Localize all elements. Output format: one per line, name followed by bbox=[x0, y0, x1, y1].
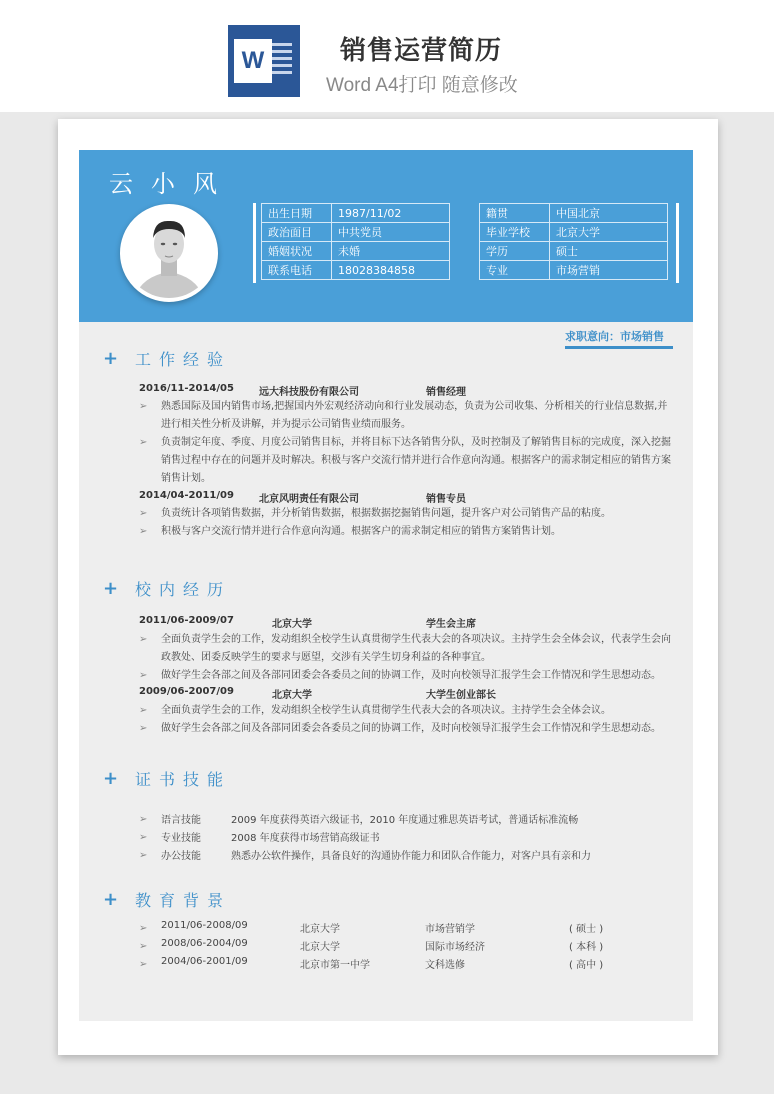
arrow-icon: ➢ bbox=[139, 508, 148, 519]
info-label: 籍贯 bbox=[480, 204, 550, 223]
edu-date: 2011/06-2008/09 bbox=[161, 920, 248, 931]
header-divider-left bbox=[253, 203, 256, 283]
section-title-work: 工作经验 bbox=[135, 350, 232, 369]
campus-role: 学生会主席 bbox=[426, 619, 476, 630]
info-value: 中共党员 bbox=[332, 223, 450, 242]
portrait-icon bbox=[124, 208, 214, 298]
resume-paper bbox=[58, 119, 718, 1055]
plus-icon: + bbox=[103, 578, 119, 599]
work-bullet: 负责统计各项销售数据，并分析销售数据，根据数据挖掘销售问题，提升客户对公司销售产品的粘度。 bbox=[161, 508, 611, 519]
arrow-icon: ➢ bbox=[139, 850, 148, 861]
plus-icon: + bbox=[103, 889, 119, 910]
info-value: 北京大学 bbox=[550, 223, 668, 242]
info-label: 政治面目 bbox=[262, 223, 332, 242]
skill-label: 办公技能 bbox=[161, 851, 201, 862]
edu-degree: ( 本科 ) bbox=[569, 942, 604, 953]
work-role: 销售专员 bbox=[426, 494, 466, 505]
word-icon-letter: W bbox=[234, 39, 272, 83]
info-value: 市场营销 bbox=[550, 261, 668, 280]
info-value: 未婚 bbox=[332, 242, 450, 261]
skill-text: 熟悉办公软件操作，具备良好的沟通协作能力和团队合作能力，对客户具有亲和力 bbox=[231, 851, 591, 862]
work-company: 北京风明责任有限公司 bbox=[259, 494, 359, 505]
arrow-icon: ➢ bbox=[139, 941, 148, 952]
info-label: 学历 bbox=[480, 242, 550, 261]
skill-text: 2009 年度获得英语六级证书，2010 年度通过雅思英语考试，普通话标准流畅 bbox=[231, 815, 579, 826]
work-bullet: 熟悉国际及国内销售市场,把握国内外宏观经济动向和行业发展动态，负责为公司收集、分析相关的行业信息数据,并进行相关性分析及讲解，并为提示公司销售业绩而服务。 bbox=[161, 401, 668, 430]
plus-icon: + bbox=[103, 768, 119, 789]
arrow-icon: ➢ bbox=[139, 959, 148, 970]
arrow-icon: ➢ bbox=[139, 723, 148, 734]
edu-major: 国际市场经济 bbox=[425, 942, 485, 953]
skill-label: 专业技能 bbox=[161, 833, 201, 844]
table-row bbox=[480, 242, 668, 261]
campus-org: 北京大学 bbox=[272, 619, 312, 630]
candidate-name: 云小风 bbox=[109, 170, 235, 198]
personal-info-table bbox=[261, 203, 450, 280]
info-label: 出生日期 bbox=[262, 204, 332, 223]
campus-date: 2011/06-2009/07 bbox=[139, 615, 234, 626]
info-label: 毕业学校 bbox=[480, 223, 550, 242]
campus-bullet: 做好学生会各部之间及各部同团委会各委员之间的协调工作，及时向校领导汇报学生会工作情况和学生思想动态。 bbox=[161, 723, 661, 734]
banner-subtitle: Word A4打印 随意修改 bbox=[326, 75, 518, 96]
edu-major: 文科选修 bbox=[425, 960, 465, 971]
campus-org: 北京大学 bbox=[272, 690, 312, 701]
info-value: 硕士 bbox=[550, 242, 668, 261]
edu-degree: ( 硕士 ) bbox=[569, 924, 604, 935]
table-row bbox=[262, 204, 450, 223]
arrow-icon: ➢ bbox=[139, 634, 148, 645]
arrow-icon: ➢ bbox=[139, 401, 148, 412]
table-row bbox=[262, 242, 450, 261]
table-row bbox=[262, 223, 450, 242]
word-icon bbox=[228, 25, 300, 97]
campus-bullet: 全面负责学生会的工作，发动组织全校学生认真贯彻学生代表大会的各项决议。主持学生会全体会议，代表学生会向政教处、团委反映学生的要求与愿望，交涉有关学生切身利益的各种事宜。 bbox=[161, 634, 671, 663]
arrow-icon: ➢ bbox=[139, 437, 148, 448]
info-value: 18028384858 bbox=[332, 261, 450, 280]
info-value: 1987/11/02 bbox=[332, 204, 450, 223]
job-intent-underline bbox=[565, 346, 673, 349]
edu-major: 市场营销学 bbox=[425, 924, 475, 935]
arrow-icon: ➢ bbox=[139, 814, 148, 825]
edu-date: 2008/06-2004/09 bbox=[161, 938, 248, 949]
word-icon-lines bbox=[272, 43, 292, 78]
info-label: 专业 bbox=[480, 261, 550, 280]
table-row bbox=[480, 261, 668, 280]
skill-text: 2008 年度获得市场营销高级证书 bbox=[231, 833, 380, 844]
edu-school: 北京市第一中学 bbox=[300, 960, 370, 971]
edu-degree: ( 高中 ) bbox=[569, 960, 604, 971]
table-row bbox=[480, 223, 668, 242]
edu-school: 北京大学 bbox=[300, 924, 340, 935]
info-value: 中国北京 bbox=[550, 204, 668, 223]
section-title-campus: 校内经历 bbox=[135, 580, 232, 599]
campus-role: 大学生创业部长 bbox=[426, 690, 496, 701]
info-label: 婚姻状况 bbox=[262, 242, 332, 261]
banner bbox=[0, 0, 774, 112]
edu-date: 2004/06-2001/09 bbox=[161, 956, 248, 967]
resume-header bbox=[79, 150, 693, 322]
section-title-education: 教育背景 bbox=[135, 891, 232, 910]
banner-title: 销售运营简历 bbox=[340, 36, 503, 66]
campus-date: 2009/06-2007/09 bbox=[139, 686, 234, 697]
arrow-icon: ➢ bbox=[139, 670, 148, 681]
section-title-skills: 证书技能 bbox=[135, 770, 232, 789]
table-row bbox=[262, 261, 450, 280]
arrow-icon: ➢ bbox=[139, 526, 148, 537]
plus-icon: + bbox=[103, 348, 119, 369]
work-bullet: 负责制定年度、季度、月度公司销售目标，并将目标下达各销售分队，及时控制及了解销售目标的完成度，深入挖掘销售过程中存在的问题并及时解决。积极与客户交流行情并进行合作意向沟通。根据客户的需求制定相应的销售方案销售计划。 bbox=[161, 437, 671, 484]
campus-bullet: 做好学生会各部之间及各部同团委会各委员之间的协调工作，及时向校领导汇报学生会工作情况和学生思想动态。 bbox=[161, 670, 661, 681]
edu-school: 北京大学 bbox=[300, 942, 340, 953]
arrow-icon: ➢ bbox=[139, 705, 148, 716]
table-row bbox=[480, 204, 668, 223]
work-role: 销售经理 bbox=[426, 387, 466, 398]
skill-label: 语言技能 bbox=[161, 815, 201, 826]
work-date: 2016/11-2014/05 bbox=[139, 383, 234, 394]
campus-bullet: 全面负责学生会的工作，发动组织全校学生认真贯彻学生代表大会的各项决议。主持学生会全体会议。 bbox=[161, 705, 611, 716]
info-label: 联系电话 bbox=[262, 261, 332, 280]
background-info-table bbox=[479, 203, 668, 280]
header-divider-right bbox=[676, 203, 679, 283]
work-company: 远大科技股份有限公司 bbox=[259, 387, 359, 398]
avatar bbox=[120, 204, 218, 302]
resume-body bbox=[79, 150, 693, 1021]
arrow-icon: ➢ bbox=[139, 923, 148, 934]
arrow-icon: ➢ bbox=[139, 832, 148, 843]
work-date: 2014/04-2011/09 bbox=[139, 490, 234, 501]
job-intent: 求职意向：市场销售 bbox=[565, 330, 664, 343]
work-bullet: 积极与客户交流行情并进行合作意向沟通。根据客户的需求制定相应的销售方案销售计划。 bbox=[161, 526, 561, 537]
